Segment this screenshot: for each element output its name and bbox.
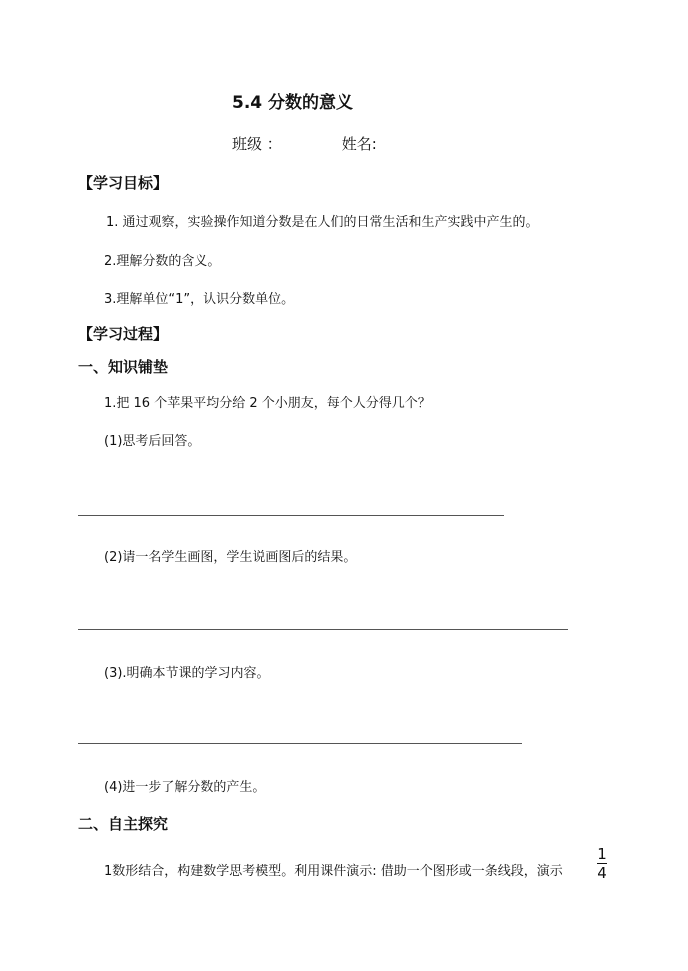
part1-step-1: (1)思考后回答。 [104, 434, 201, 449]
fraction-denominator: 4 [597, 864, 607, 882]
name-label: 姓名: [341, 135, 377, 153]
part2-item-1: 1数形结合，构建数学思考模型。利用课件演示: 借助一个图形或一条线段，演示 [104, 864, 563, 879]
goal-item-1: 1. 通过观察，实验操作知道分数是在人们的日常生活和生产实践中产生的。 [106, 215, 539, 230]
part1-step-3: (3).明确本节课的学习内容。 [104, 666, 270, 681]
class-label: 班级 ： [232, 135, 282, 153]
fraction-one-quarter [597, 846, 607, 881]
student-info [232, 133, 377, 154]
fraction-numerator: 1 [597, 845, 607, 863]
goal-item-3: 3.理解单位“1”，认识分数单位。 [104, 292, 295, 307]
goal-item-2: 2.理解分数的含义。 [104, 254, 221, 269]
part1-step-2: (2)请一名学生画图，学生说画图后的结果。 [104, 550, 357, 565]
part1-question: 1.把 16 个苹果平均分给 2 个小朋友，每个人分得几个？ [104, 396, 431, 411]
section-goals-heading: 【学习目标】 [78, 174, 169, 192]
part1-step-4: (4)进一步了解分数的产生。 [104, 780, 266, 795]
part1-heading: 一、知识铺垫 [78, 358, 169, 376]
page-title: 5.4 分数的意义 [232, 93, 354, 113]
answer-line-3 [78, 743, 522, 744]
answer-line-2 [78, 629, 568, 630]
section-process-heading: 【学习过程】 [78, 325, 169, 343]
part2-heading: 二、自主探究 [78, 815, 169, 833]
answer-line-1 [78, 515, 504, 516]
